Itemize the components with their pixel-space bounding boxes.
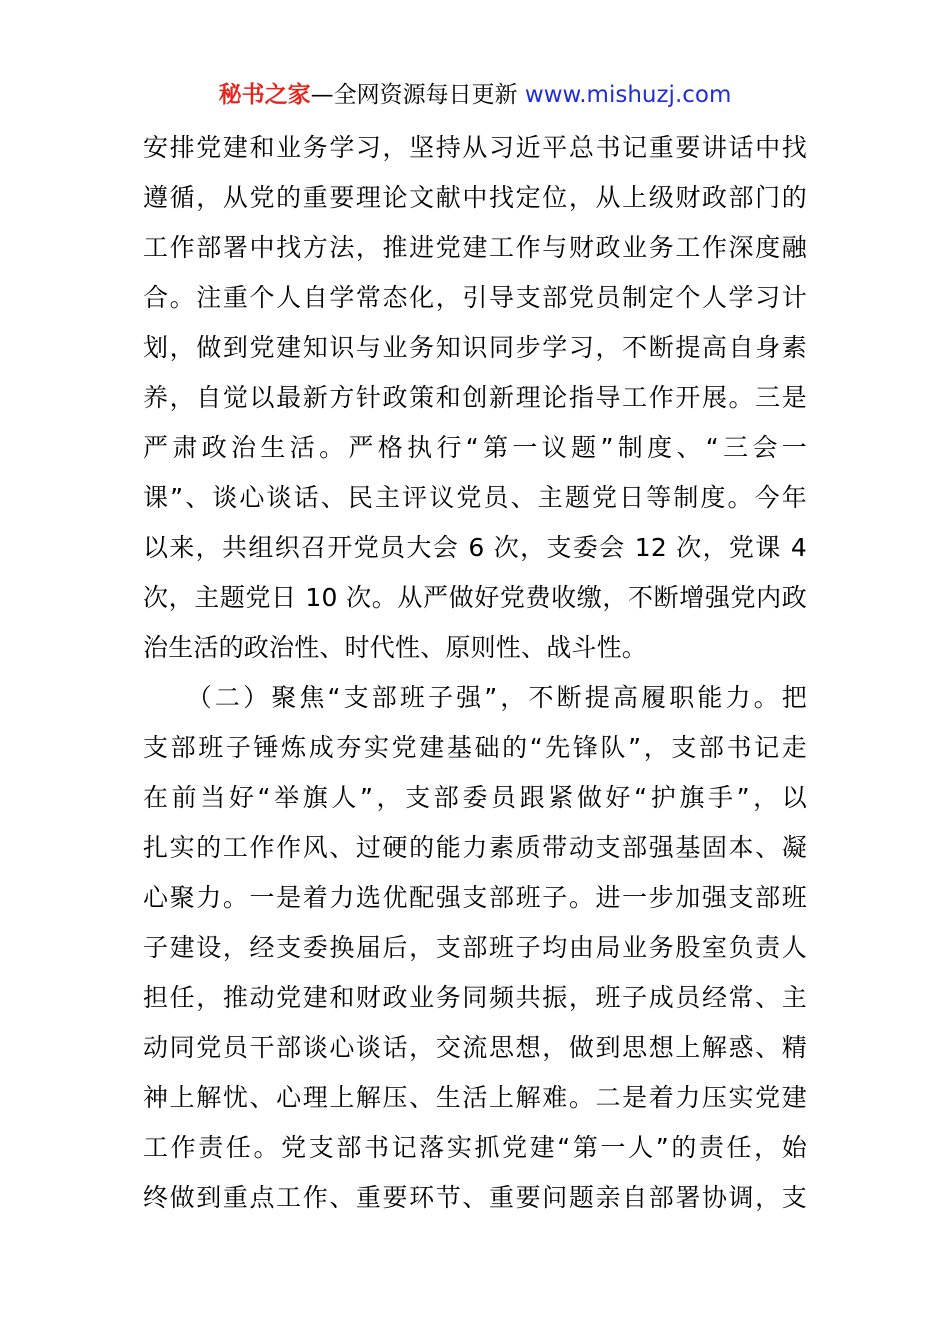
text-line: 次，主题党日 10 次。从严做好党费收缴，不断增强党内政 (143, 583, 807, 612)
text-line: 扎实的工作作风、过硬的能力素质带动支部强基固本、凝 (143, 833, 807, 862)
text-line: 工作部署中找方法，推进党建工作与财政业务工作深度融 (143, 233, 807, 262)
site-tagline: —全网资源每日更新 (310, 82, 525, 108)
document-body (143, 123, 807, 1223)
text-line: 子建设，经支委换届后，支部班子均由局业务股室负责人 (143, 933, 807, 962)
text-line: 养，自觉以最新方针政策和创新理论指导工作开展。三是 (143, 383, 807, 412)
text-line: 课”、谈心谈话、民主评议党员、主题党日等制度。今年 (143, 483, 807, 512)
text-line: 工作责任。党支部书记落实抓党建“第一人”的责任，始 (143, 1133, 807, 1162)
text-line: 在前当好“举旗人”，支部委员跟紧做好“护旗手”，以 (143, 783, 807, 812)
text-line: 动同党员干部谈心谈话，交流思想，做到思想上解惑、精 (143, 1033, 807, 1062)
text-line: 遵循，从党的重要理论文献中找定位，从上级财政部门的 (143, 183, 807, 212)
text-line: 划，做到党建知识与业务知识同步学习，不断提高自身素 (143, 333, 807, 362)
text-line: 担任，推动党建和财政业务同频共振，班子成员经常、主 (143, 983, 807, 1012)
site-header (0, 80, 950, 110)
text-line: 终做到重点工作、重要环节、重要问题亲自部署协调，支 (143, 1183, 807, 1212)
text-line: 合。注重个人自学常态化，引导支部党员制定个人学习计 (143, 283, 807, 312)
site-url-link[interactable]: www.mishuzj.com (524, 82, 732, 108)
text-line: 以来，共组织召开党员大会 6 次，支委会 12 次，党课 4 (143, 533, 807, 562)
text-line: 安排党建和业务学习，坚持从习近平总书记重要讲话中找 (143, 133, 807, 162)
text-line: 神上解忧、心理上解压、生活上解难。二是着力压实党建 (143, 1083, 807, 1112)
brand-name: 秘书之家 (218, 82, 311, 108)
text-line: 治生活的政治性、时代性、原则性、战斗性。 (143, 633, 648, 662)
text-line: 支部班子锤炼成夯实党建基础的“先锋队”，支部书记走 (143, 733, 807, 762)
text-line: 严肃政治生活。严格执行“第一议题”制度、“三会一 (143, 433, 807, 462)
text-line: 心聚力。一是着力选优配强支部班子。进一步加强支部班 (143, 883, 807, 912)
text-line: （二）聚焦“支部班子强”，不断提高履职能力。把 (143, 683, 807, 712)
